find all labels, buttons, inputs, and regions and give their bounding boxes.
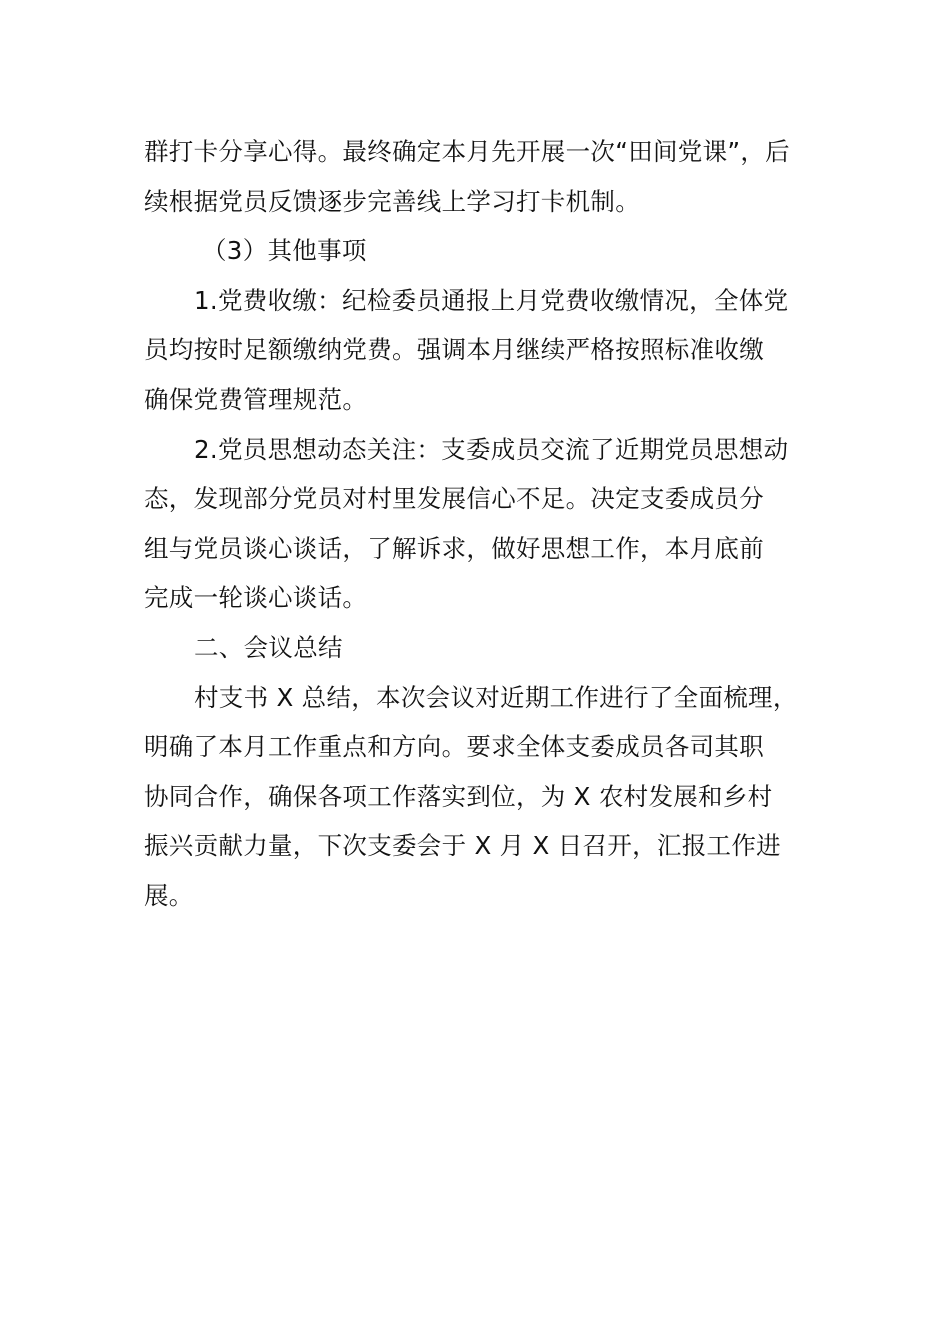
paragraph-line: 振兴贡献力量，下次支委会于 X 月 X 日召开，汇报工作进 [144,831,781,861]
paragraph-line: 协同合作，确保各项工作落实到位，为 X 农村发展和乡村 [144,781,773,811]
section-heading: 二、会议总结 [194,632,343,662]
paragraph-line: 群打卡分享心得。最终确定本月先开展一次“田间党课”，后 [144,137,790,166]
paragraph-line: 组与党员谈心谈话，了解诉求，做好思想工作，本月底前 [144,533,764,563]
paragraph-line: 2.党员思想动态关注：支委成员交流了近期党员思想动 [194,434,789,464]
paragraph-line: 展。 [144,880,194,910]
paragraph-line: 1.党费收缴：纪检委员通报上月党费收缴情况，全体党 [194,285,789,315]
paragraph-line: 明确了本月工作重点和方向。要求全体支委成员各司其职 [144,732,764,762]
document-body [144,127,834,921]
subsection-heading: （3）其他事项 [202,236,367,266]
paragraph-line: 员均按时足额缴纳党费。强调本月继续严格按照标准收缴 [144,335,764,365]
paragraph-line: 态，发现部分党员对村里发展信心不足。决定支委成员分 [144,484,764,514]
paragraph-line: 村支书 X 总结，本次会议对近期工作进行了全面梳理， [194,682,798,712]
paragraph-line: 确保党费管理规范。 [144,384,368,414]
paragraph-line: 完成一轮谈心谈话。 [144,583,368,613]
paragraph-line: 续根据党员反馈逐步完善线上学习打卡机制。 [144,186,640,216]
